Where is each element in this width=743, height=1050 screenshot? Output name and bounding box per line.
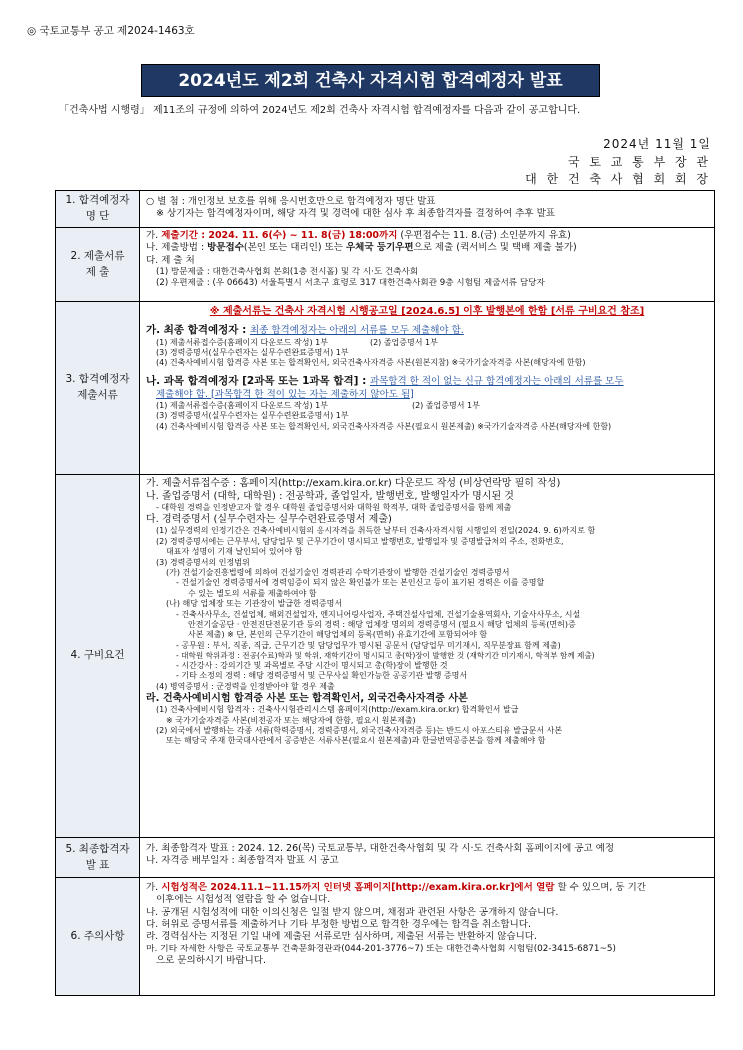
- s6-e2: 으로 문의하시기 바랍니다.: [156, 955, 267, 967]
- s4-c1: (1) 실무경력의 인정기간은 건축사예비시험의 응시자격을 취득한 날부터 건축사자격시험 시행일의 전일(2024. 9. 6)까지로 함: [156, 526, 596, 536]
- s3-final-item-4-note: ※국가기술자격증 사본(해당자에 한함): [451, 358, 586, 368]
- s4-d2a: (2) 외국에서 발행하는 각종 서류(학력증명서, 경력증명서, 외국건축사자격증 등)는 반드시 아포스티유 발급문서 사본: [156, 725, 563, 735]
- s3-subject-item-3: (3) 경력증명서(실무수련자는 실무수련완료증명서) 1부: [156, 411, 349, 421]
- s3-subject-item-4-row: [146, 422, 708, 432]
- section-6-content: [140, 878, 715, 996]
- s4-c3b4: - 공무원 : 부서, 직종, 직급, 근무기간 및 담당업무가 명시된 공문서 (담당업무 미기재시, 직무분장표 함께 제출): [176, 640, 561, 650]
- s2-b-bold2: 우체국 등기우편: [345, 242, 414, 254]
- s2-place-mail: (2) 우편제출 : (우 06643) 서울특별시 서초구 효령로 317 대한건축사회관 9층 시험팀 제출서류 담당자: [156, 278, 545, 289]
- s2-b-mid: (본인 또는 대리인) 또는: [243, 242, 346, 254]
- s1-line-1: ○ 별 첨 : 개인정보 보호를 위해 응시번호만으로 합격예정자 명단 발표: [146, 196, 436, 207]
- section-6-row: [56, 878, 715, 996]
- s4-c3b2: 안전기술공단 · 안전진단전문기관 등의 경력 : 해당 업체장 명의의 경력증명서 (필요시 해당 업체의 등록(면허)증: [188, 619, 576, 629]
- s3-subject-note-2: 제출해야 함. [과목합격 한 적이 있는 자는 제출하지 않아도 됨]: [156, 388, 414, 400]
- section-2-label: [56, 228, 140, 302]
- s3-subject-label: 나. 과목 합격예정자 [2과목 또는 1과목 합격] :: [146, 374, 370, 387]
- section-1-content: [140, 191, 715, 228]
- s2-place-visit: (1) 방문제출 : 대한건축사협회 본회(1층 전시홀) 및 각 시·도 건축사회: [156, 267, 419, 278]
- section-4-label: [56, 475, 140, 838]
- s3-final-item-1: (1) 제출서류접수증(홈페이지 다운로드 작성) 1부: [156, 337, 328, 347]
- section-4-row: [56, 475, 715, 838]
- s4-d1-note: ※ 국가기술자격증 사본(비전공자 또는 해당자에 한함, 필요시 원본제출): [166, 715, 416, 725]
- section-1-label-line1: 1. 합격예정자: [65, 194, 130, 207]
- s3-headline: ※ 제출서류는 건축사 자격시험 시행공고일 [2024.6.5] 이후 발행본에 한함 [서류 구비요건 참조]: [209, 306, 645, 317]
- s4-b1: - 대학원 경력을 인정받고자 할 경우 대학원 졸업증명서와 대학원 학적부, 대학 졸업증명서를 함께 제출: [156, 503, 512, 512]
- s3-final-title: [146, 324, 708, 338]
- s3-subject-note-1: 과목합격 한 적이 없는 신규 합격예정자는 아래의 서류를 모두: [369, 375, 624, 387]
- s4-d: 라. 건축사예비시험 합격증 사본 또는 합격확인서, 외국건축사자격증 사본: [146, 693, 468, 705]
- s2-place-title: 다. 제 출 처: [146, 254, 195, 266]
- issuer-minister: 국 토 교 통 부 장 관: [567, 155, 711, 169]
- s4-c: 다. 경력증명서 (실무수련자는 실무수련완료증명서 제출): [146, 514, 392, 526]
- s2-method: [146, 242, 708, 254]
- s4-c3a: (가) 건설기술진흥법령에 의하여 건설기술인 경력관리 수탁기관장이 발행한 건설기술인 경력증명서: [166, 567, 510, 577]
- s3-final-item-4: (4) 건축사예비시험 합격증 사본 또는 합격확인서, 외국건축사자격증 사본(원본지참): [156, 358, 449, 368]
- s3-subject-item-4-note: ※국가기술자격증 사본(해당자에 한함): [477, 421, 612, 431]
- section-5-label-line1: 5. 최종합격자: [65, 842, 130, 855]
- s6-a-prefix: 가.: [146, 882, 162, 893]
- s4-c3a2: 수 있는 별도의 서류를 제출하여야 함: [188, 588, 317, 598]
- s4-c3: (3) 경력증명서의 인정범위: [156, 557, 250, 567]
- s2-deadline-highlight: 제출기간 : 2024. 11. 6(수) ~ 11. 8(금) 18:00까지: [161, 230, 398, 241]
- s2-b-bold: 방문접수: [207, 242, 244, 254]
- section-6-label: [56, 878, 140, 996]
- s4-c3b5: - 대학원 학위과정 : 전공(수료)학과 및 학위, 재학기간이 명시되고 총(학)장이 발행한 것 (재학기간 미기재시, 학적부 함께 제출): [176, 651, 595, 661]
- intro-text: 「건축사법 시행령」 제11조의 규정에 의하여 2024년도 제2회 건축사 자격시험 합격예정자를 다음과 같이 공고합니다.: [59, 105, 581, 116]
- s4-c2b: 대표자 성명이 기재 날인되어 있어야 함: [166, 547, 303, 557]
- s3-subject-title: [146, 375, 708, 389]
- s3-final-note: 최종 합격예정자는 아래의 서류를 모두 제출해야 함.: [249, 325, 464, 336]
- section-3-content: [140, 302, 715, 475]
- s2-a-prefix: 가.: [146, 230, 162, 241]
- s4-c3b1: - 건축사사무소, 건설업체, 해외건설업자, 엔지니어링사업자, 주택건설사업체, 건설기술용역회사, 기술사사무소, 시설: [176, 609, 581, 619]
- s3-subject-item-1-row: [146, 401, 708, 411]
- section-4-label-line1: 4. 구비요건: [70, 649, 125, 662]
- s6-a: [146, 882, 708, 894]
- s4-c3a1: - 건설기술인 경력증명서에 경력임증이 되지 않은 확인불가 또는 본인신고 등이 표기된 경력은 이를 증명할: [176, 578, 545, 588]
- section-5-label: [56, 838, 140, 878]
- s3-final-label: 가. 최종 합격예정자 :: [146, 324, 250, 336]
- s5-a: 가. 최종합격자 발표 : 2024. 12. 26(목) 국토교통부, 대한건축사협회 및 각 시·도 건축사회 홈페이지에 공고 예정: [146, 843, 615, 854]
- s3-final-item-2: (2) 졸업증명서 1부: [369, 337, 438, 347]
- section-2-content: [140, 228, 715, 302]
- section-2-row: [56, 228, 715, 302]
- notice-number: ◎ 국토교통부 공고 제2024-1463호: [27, 25, 195, 37]
- s2-a-rest: (우편접수는 11. 8.(금) 소인분까지 유효): [397, 230, 571, 241]
- s4-d2b: 또는 해당국 주재 한국대사관에서 공증받은 서류사본(필요시 원본제출)과 한글번역공증본을 함께 제출해야 함: [166, 736, 546, 746]
- s6-a2: 이후에는 시험성적 열람을 할 수 없습니다.: [156, 894, 331, 906]
- s3-final-item-4-row: [146, 358, 708, 368]
- s4-c3b6: - 시간강사 : 강의기간 및 과목별로 주당 시간이 명시되고 총(학)장이 발행한 것: [176, 660, 448, 670]
- issuer-association: 대 한 건 축 사 협 회 회 장: [525, 172, 711, 186]
- section-1-row: [56, 191, 715, 228]
- section-5-row: [56, 838, 715, 878]
- s3-subject-item-2: (2) 졸업증명서 1부: [411, 400, 480, 410]
- s1-line-2: ※ 상기자는 합격예정자이며, 해당 자격 및 경력에 대한 심사 후 최종합격자를 결정하여 추후 발표: [156, 208, 555, 220]
- s4-b: 나. 졸업증명서 (대학, 대학원) : 전공학과, 졸업일자, 발행번호, 발행일자가 명시된 것: [146, 491, 514, 502]
- section-3-row: [56, 302, 715, 475]
- section-3-label-line1: 3. 합격예정자: [65, 373, 130, 386]
- s2-b-rest: 으로 제출 (퀵서비스 및 택배 제출 불가): [413, 242, 577, 254]
- s6-e: 마. 기타 자세한 사항은 국토교통부 건축문화경관과(044-201-3776~7) 또는 대한건축사협회 시험팀(02-3415-6871~5): [146, 943, 616, 954]
- page-title: 2024년도 제2회 건축사 자격시험 합격예정자 발표: [141, 64, 600, 97]
- section-1-label: [56, 191, 140, 228]
- section-4-content: [140, 475, 715, 838]
- s6-a-highlight: 시험성적은 2024.11.1~11.15까지 인터넷 홈페이지[http://exam.kira.or.kr]에서 열람: [161, 882, 555, 893]
- section-5-content: [140, 838, 715, 878]
- announcement-table: [55, 190, 715, 996]
- section-3-label: [56, 302, 140, 475]
- section-1-label-line2: 명 단: [85, 210, 110, 222]
- section-5-label-line2: 발 표: [85, 858, 110, 871]
- s3-final-item-1-row: [146, 338, 708, 348]
- section-2-label-line2: 제 출: [85, 265, 110, 278]
- s3-subject-item-4: (4) 건축사예비시험 합격증 사본 또는 합격확인서, 외국건축사자격증 사본(필요시 원본제출): [156, 421, 475, 431]
- s4-c2a: (2) 경력증명서에는 근무부서, 담당업무 및 근무기간이 명시되고 발행번호, 발행일자 및 증명발급처의 주소, 전화번호,: [156, 536, 564, 546]
- s2-b-prefix: 나. 제출방법 :: [146, 242, 208, 254]
- section-6-label-line1: 6. 주의사항: [70, 929, 125, 942]
- s2-deadline: [146, 230, 708, 242]
- s3-final-item-3: (3) 경력증명서(실무수련자는 실무수련완료증명서) 1부: [156, 348, 349, 358]
- s4-c3b: (나) 해당 업체장 또는 기관장이 발급한 경력증명서: [166, 599, 343, 609]
- section-3-label-line2: 제출서류: [77, 389, 118, 401]
- s6-a-rest: 할 수 있으며, 동 기간: [554, 882, 646, 893]
- s4-a: 가. 제출서류접수증 : 홈페이지(http://exam.kira.or.kr) 다운로드 작성 (비상연락망 필히 작성): [146, 478, 561, 489]
- s4-d1: (1) 건축사예비시험 합격자 : 건축사시험관리시스템 홈페이지(http://exam.kira.or.kr) 합격확인서 발급: [156, 705, 519, 715]
- s6-c: 다. 허위로 증명서류를 제출하거나 기타 부정한 방법으로 합격한 경우에는 합격을 취소합니다.: [146, 919, 531, 931]
- s6-b: 나. 공개된 시험성적에 대한 이의신청은 일절 받지 않으며, 채점과 관련된 사항은 공개하지 않습니다.: [146, 906, 559, 918]
- s6-d: 라. 경력심사는 지정된 기일 내에 제출된 서류로만 심사하며, 제출된 서류는 반환하지 않습니다.: [146, 931, 538, 943]
- section-2-label-line1: 2. 제출서류: [70, 249, 125, 262]
- s4-c3b7: - 기타 소정의 경력 : 해당 경력증명서 및 근무사실 확인가능한 공공기관 발행 증명서: [176, 671, 468, 681]
- announcement-date: 2024년 11월 1일: [603, 137, 711, 151]
- s5-b: 나. 자격증 배부일자 : 최종합격자 발표 시 공고: [146, 855, 339, 867]
- s3-subject-item-1: (1) 제출서류접수증(홈페이지 다운로드 작성) 1부: [156, 400, 328, 410]
- s4-c4: (4) 병역증명서 : 군경력을 인정받아야 할 경우 제출: [156, 681, 335, 691]
- s4-c3b3: 사본 제출) ※ 단, 본인의 근무기간이 해당업체의 등록(면허) 유효기간에 포함되어야 함: [188, 630, 488, 640]
